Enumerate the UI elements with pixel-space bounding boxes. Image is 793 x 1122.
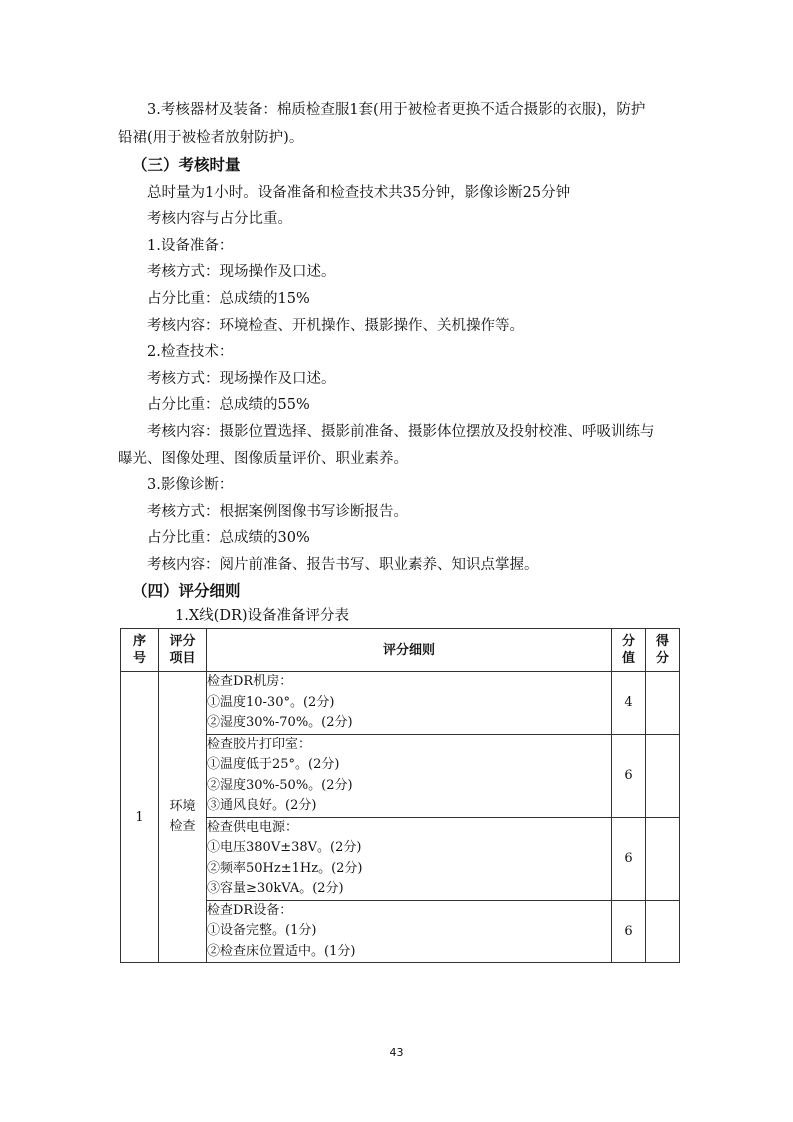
- text-line: 1.设备准备：: [147, 238, 234, 254]
- text-line: 考核内容：摄影位置选择、摄影前准备、摄影体位摆放及投射校准、呼吸训练与: [147, 424, 655, 440]
- row-got: [646, 734, 680, 817]
- paragraph-equipment-line1: 3.考核器材及装备：棉质检查服1套(用于被检者更换不适合摄影的衣服)，防护: [147, 102, 646, 118]
- text-line: 占分比重：总成绩的15%: [147, 291, 310, 307]
- section-heading-time: （三）考核时量: [132, 156, 241, 174]
- text-line: 考核内容：环境检查、开机操作、摄影操作、关机操作等。: [147, 318, 524, 334]
- page-number: 43: [389, 1046, 404, 1059]
- section-heading-scoring: （四）评分细则: [132, 582, 241, 600]
- text-line: 占分比重：总成绩的30%: [147, 530, 310, 546]
- row-seq: 1: [121, 672, 159, 963]
- row-got: [646, 817, 680, 900]
- text-line: 2.检查技术：: [147, 344, 234, 360]
- paragraph-equipment-line2: 铅裙(用于被检者放射防护)。: [118, 130, 304, 146]
- table-header-row: [121, 629, 680, 672]
- text-line: 考核内容：阅片前准备、报告书写、职业素养、知识点掌握。: [147, 557, 539, 573]
- row-score: 6: [612, 734, 646, 817]
- header-item: 评分 项目: [159, 629, 207, 672]
- text-line: 考核方式：根据案例图像书写诊断报告。: [147, 504, 408, 520]
- header-seq: 序 号: [121, 629, 159, 672]
- table-caption: 1.X线(DR)设备准备评分表: [175, 608, 350, 624]
- text-line: 考核内容与占分比重。: [147, 211, 292, 227]
- scoring-table: [120, 628, 680, 963]
- row-detail: 检查供电电源： ①电压380V±38V。(2分) ②频率50Hz±1Hz。(2分) ③容量≥30kVA。(2分): [207, 817, 612, 900]
- text-line: 3.影像诊断：: [147, 477, 234, 493]
- row-score: 4: [612, 672, 646, 735]
- row-detail: 检查DR机房： ①温度10-30°。(2分) ②湿度30%-70%。(2分): [207, 672, 612, 735]
- row-score: 6: [612, 900, 646, 963]
- text-line: 考核方式：现场操作及口述。: [147, 264, 336, 280]
- row-got: [646, 900, 680, 963]
- text-line: 考核方式：现场操作及口述。: [147, 371, 336, 387]
- text-line: 曝光、图像处理、图像质量评价、职业素养。: [118, 451, 408, 467]
- row-item: 环境 检查: [159, 672, 207, 963]
- row-got: [646, 672, 680, 735]
- text-line: 总时量为1小时。设备准备和检查技术共35分钟，影像诊断25分钟: [147, 185, 571, 201]
- text-line: 占分比重：总成绩的55%: [147, 397, 310, 413]
- table-row: [121, 672, 680, 735]
- header-detail: 评分细则: [207, 629, 612, 672]
- row-detail: 检查DR设备： ①设备完整。(1分) ②检查床位置适中。(1分): [207, 900, 612, 963]
- header-got: 得 分: [646, 629, 680, 672]
- row-score: 6: [612, 817, 646, 900]
- header-score: 分 值: [612, 629, 646, 672]
- row-detail: 检查胶片打印室： ①温度低于25°。(2分) ②湿度30%-50%。(2分) ③通风良好。(2分): [207, 734, 612, 817]
